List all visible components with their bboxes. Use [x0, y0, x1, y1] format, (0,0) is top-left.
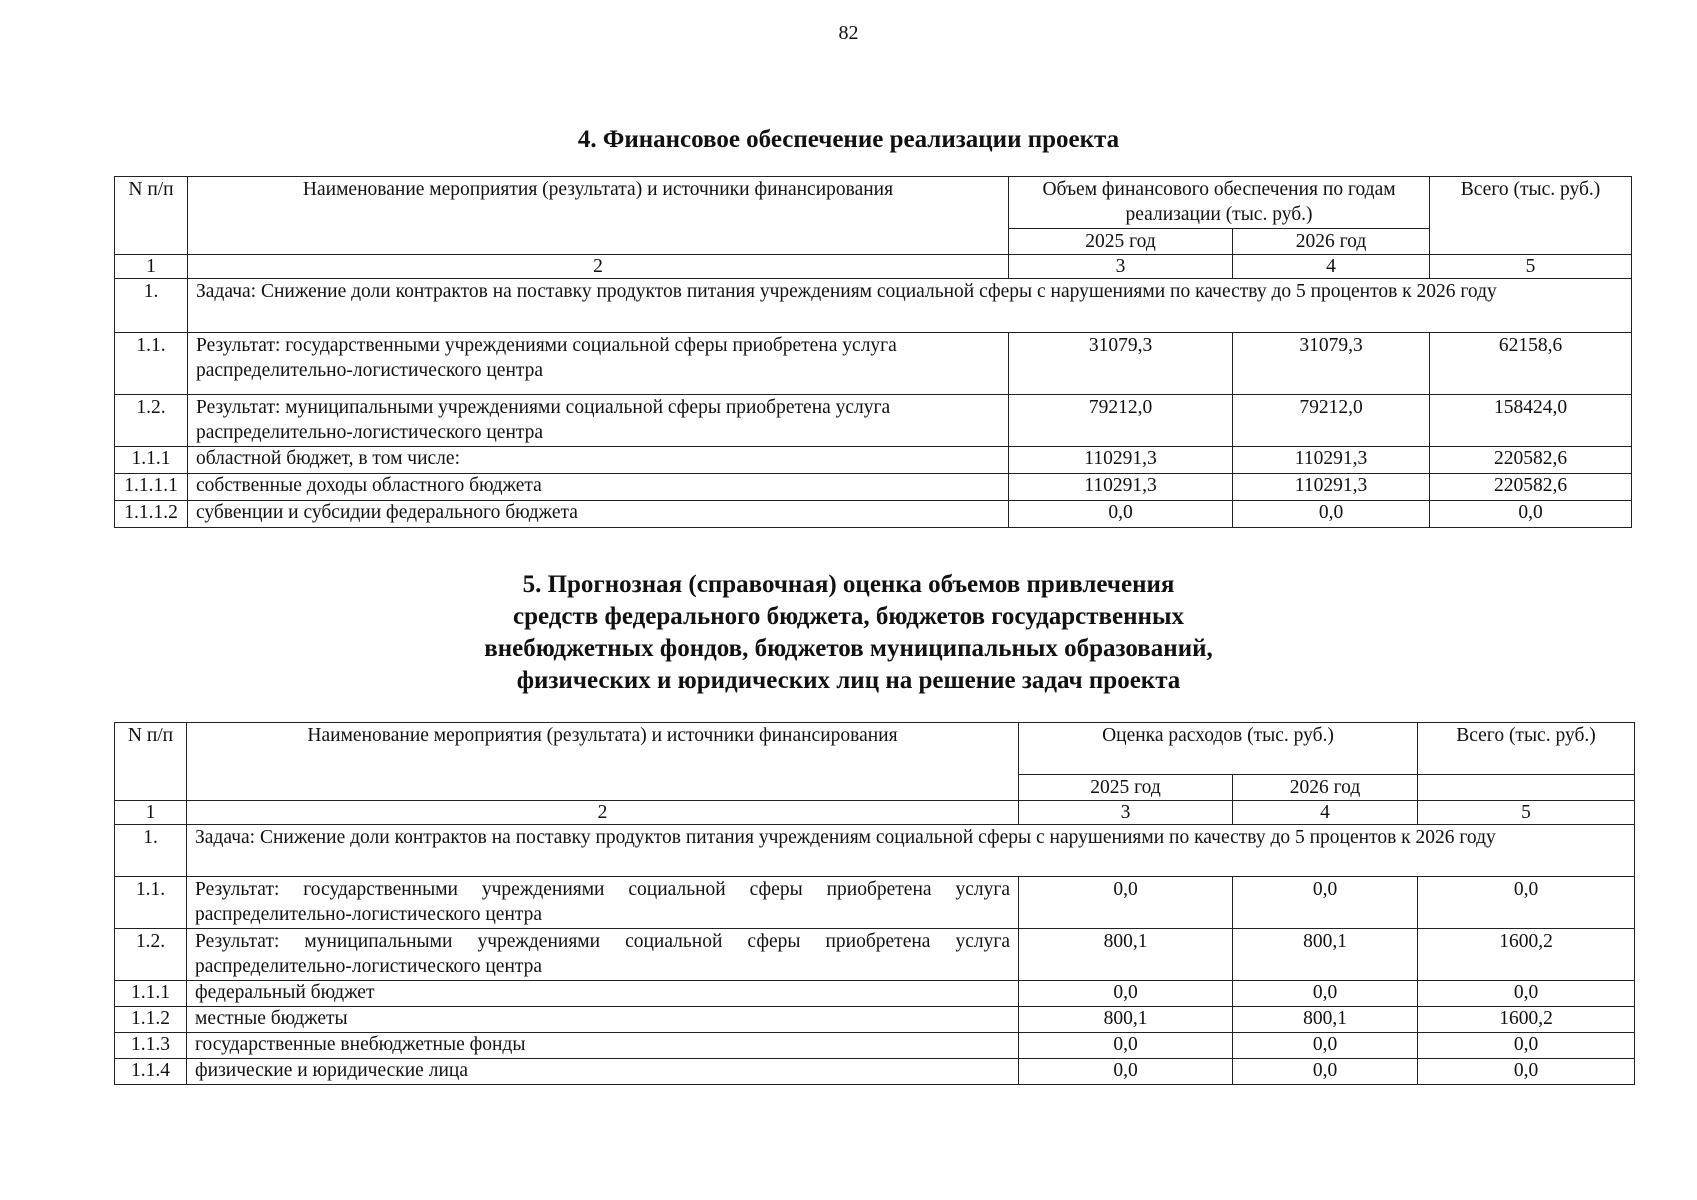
header-num: N п/п [115, 723, 187, 801]
row-name: федеральный бюджет [187, 981, 1019, 1007]
row-num: 1.1.1 [115, 447, 188, 474]
col-number: 5 [1418, 801, 1635, 825]
row-num: 1.1.1 [115, 981, 187, 1007]
value-total: 0,0 [1418, 981, 1635, 1007]
row-num: 1.1.4 [115, 1059, 187, 1085]
value-2026: 0,0 [1233, 501, 1430, 528]
col-number: 2 [188, 255, 1009, 279]
row-name: Результат: государственными учреждениями социальной сферы приобретена услуга распределительно-логистического центра [187, 877, 1019, 929]
header-year-2026: 2026 год [1233, 229, 1430, 255]
value-2025: 0,0 [1019, 981, 1233, 1007]
value-total: 0,0 [1418, 1059, 1635, 1085]
value-total: 158424,0 [1430, 395, 1632, 447]
table-row [115, 333, 1632, 395]
row-name: субвенции и субсидии федерального бюджета [188, 501, 1009, 528]
task-text: Задача: Снижение доли контрактов на поставку продуктов питания учреждениям социальной сферы с нарушениями по качеству до 5 процентов к 2026 году [187, 825, 1635, 877]
header-num: N п/п [115, 177, 188, 255]
header-empty-cell [1418, 775, 1635, 801]
col-number: 3 [1019, 801, 1233, 825]
row-num: 1.1.2 [115, 1007, 187, 1033]
value-total: 1600,2 [1418, 1007, 1635, 1033]
value-2025: 0,0 [1019, 1059, 1233, 1085]
table-row [115, 501, 1632, 528]
table-row [115, 981, 1635, 1007]
header-estimate: Оценка расходов (тыс. руб.) [1019, 723, 1418, 775]
row-num: 1.1.3 [115, 1033, 187, 1059]
section-5-title [0, 569, 1697, 697]
row-name: областной бюджет, в том числе: [188, 447, 1009, 474]
value-total: 220582,6 [1430, 447, 1632, 474]
value-2025: 0,0 [1019, 1033, 1233, 1059]
value-2026: 79212,0 [1233, 395, 1430, 447]
value-total: 220582,6 [1430, 474, 1632, 501]
row-name: Результат: муниципальными учреждениями социальной сферы приобретена услуга распределительно-логистического центра [188, 395, 1009, 447]
section-4-title: 4. Финансовое обеспечение реализации проекта [577, 126, 1120, 153]
col-number: 1 [115, 801, 187, 825]
row-name: физические и юридические лица [187, 1059, 1019, 1085]
table-row [115, 877, 1635, 929]
value-2025: 110291,3 [1009, 474, 1233, 501]
row-name: местные бюджеты [187, 1007, 1019, 1033]
table-header-row [115, 723, 1635, 775]
value-2026: 0,0 [1233, 1059, 1418, 1085]
column-numbers-row [115, 801, 1635, 825]
header-year-2026: 2026 год [1233, 775, 1418, 801]
table-row [115, 1059, 1635, 1085]
column-numbers-row [115, 255, 1632, 279]
row-num: 1.1.1.1 [115, 474, 188, 501]
value-total: 0,0 [1418, 877, 1635, 929]
header-volume: Объем финансового обеспечения по годам реализации (тыс. руб.) [1009, 177, 1430, 229]
table-row [115, 929, 1635, 981]
value-2026: 800,1 [1233, 929, 1418, 981]
value-2025: 110291,3 [1009, 447, 1233, 474]
value-2025: 800,1 [1019, 1007, 1233, 1033]
task-row [115, 825, 1635, 877]
value-2025: 800,1 [1019, 929, 1233, 981]
col-number: 4 [1233, 255, 1430, 279]
value-2026: 0,0 [1233, 981, 1418, 1007]
section-5-title-line: 5. Прогнозная (справочная) оценка объемов привлечения [522, 571, 1175, 598]
row-name: Результат: муниципальными учреждениями социальной сферы приобретена услуга распределительно-логистического центра [187, 929, 1019, 981]
value-2026: 0,0 [1233, 877, 1418, 929]
row-num: 1.1.1.2 [115, 501, 188, 528]
table-header-row [115, 177, 1632, 229]
header-name: Наименование мероприятия (результата) и источники финансирования [187, 723, 1019, 801]
row-name: Результат: государственными учреждениями социальной сферы приобретена услуга распределительно-логистического центра [188, 333, 1009, 395]
section-5-title-line: средств федерального бюджета, бюджетов государственных [513, 603, 1184, 630]
value-2025: 0,0 [1009, 501, 1233, 528]
task-text: Задача: Снижение доли контрактов на поставку продуктов питания учреждениям социальной сферы с нарушениями по качеству до 5 процентов к 2026 году [188, 279, 1632, 333]
row-name: государственные внебюджетные фонды [187, 1033, 1019, 1059]
row-num: 1.2. [115, 395, 188, 447]
value-2026: 110291,3 [1233, 447, 1430, 474]
task-row [115, 279, 1632, 333]
header-year-2025: 2025 год [1019, 775, 1233, 801]
row-num: 1. [115, 825, 187, 877]
value-2026: 0,0 [1233, 1033, 1418, 1059]
row-name: собственные доходы областного бюджета [188, 474, 1009, 501]
value-total: 1600,2 [1418, 929, 1635, 981]
header-name: Наименование мероприятия (результата) и источники финансирования [188, 177, 1009, 255]
col-number: 2 [187, 801, 1019, 825]
table-row [115, 474, 1632, 501]
value-total: 62158,6 [1430, 333, 1632, 395]
value-total: 0,0 [1418, 1033, 1635, 1059]
row-num: 1. [115, 279, 188, 333]
col-number: 3 [1009, 255, 1233, 279]
page-number: 82 [838, 22, 859, 44]
header-year-2025: 2025 год [1009, 229, 1233, 255]
header-total: Всего (тыс. руб.) [1418, 723, 1635, 775]
value-2026: 110291,3 [1233, 474, 1430, 501]
col-number: 5 [1430, 255, 1632, 279]
table-row [115, 447, 1632, 474]
table-row [115, 395, 1632, 447]
forecast-table [114, 722, 1635, 1085]
col-number: 4 [1233, 801, 1418, 825]
value-2025: 0,0 [1019, 877, 1233, 929]
row-num: 1.1. [115, 877, 187, 929]
value-total: 0,0 [1430, 501, 1632, 528]
col-number: 1 [115, 255, 188, 279]
row-num: 1.1. [115, 333, 188, 395]
value-2026: 31079,3 [1233, 333, 1430, 395]
table-row [115, 1033, 1635, 1059]
value-2025: 79212,0 [1009, 395, 1233, 447]
row-num: 1.2. [115, 929, 187, 981]
table-row [115, 1007, 1635, 1033]
section-5-title-line: внебюджетных фондов, бюджетов муниципальных образований, [484, 635, 1213, 662]
header-total: Всего (тыс. руб.) [1430, 177, 1632, 255]
section-5-title-line: физических и юридических лиц на решение задач проекта [516, 667, 1181, 694]
value-2026: 800,1 [1233, 1007, 1418, 1033]
financing-table [114, 176, 1632, 528]
value-2025: 31079,3 [1009, 333, 1233, 395]
